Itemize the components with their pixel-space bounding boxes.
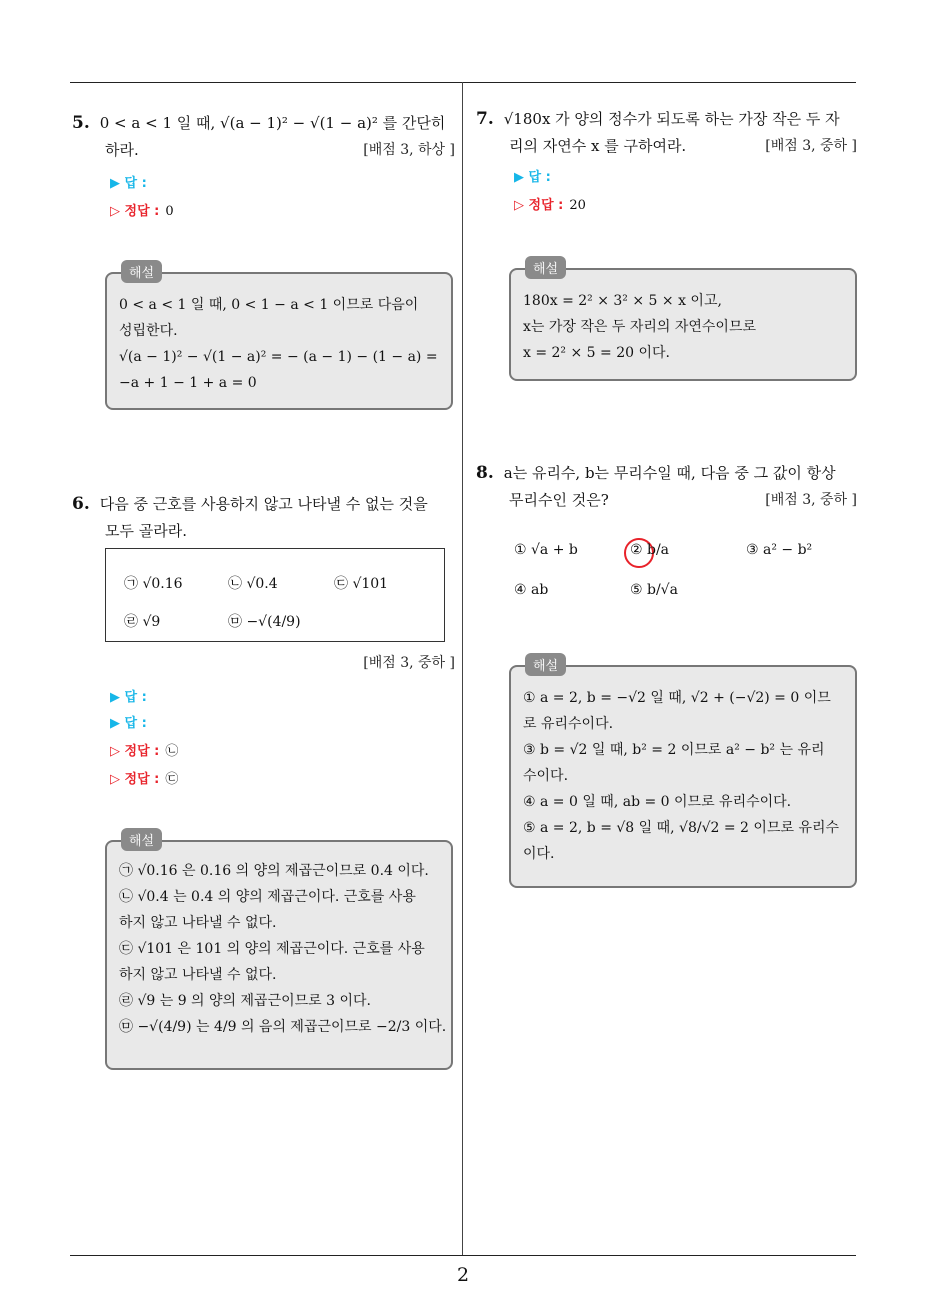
- question-8: [476, 460, 857, 514]
- correct-answer: ▷ 정답 : ㉢: [110, 772, 179, 787]
- question-number: 6.: [72, 494, 90, 514]
- solution-box: 해설 ① a = 2, b = −√2 일 때, √2 + (−√2) = 0 이므 로 유리수이다. ③ b = √2 일 때, b² = 2 이므로 a² − b² 는 유리 수이다. ④ a = 0 일 때, ab = 0 이므로 유리수이다. ⑤ a = 2, b = √8 일 때, √8/√2 = 2 이므로 유리수 이다.: [509, 665, 857, 888]
- question-text: 하라.: [105, 141, 139, 159]
- question-number: 7.: [476, 109, 494, 129]
- answer-line: ▶ 답 :: [110, 176, 147, 191]
- answer-line: ▶ 답 :: [110, 716, 147, 731]
- choice-4: ④ ab: [514, 582, 549, 598]
- answer-line: ▶ 답 :: [514, 170, 551, 185]
- answer-line: ▶ 답 :: [110, 690, 147, 705]
- choice-3: ③ a² − b²: [746, 542, 813, 558]
- choices-box: [105, 548, 445, 642]
- points-label: [배점 3, 중하 ]: [765, 492, 857, 508]
- choice-2: ② b/a: [630, 542, 670, 558]
- question-text: √180x 가 양의 정수가 되도록 하는 가장 작은 두 자: [503, 110, 840, 128]
- question-text: 다음 중 근호를 사용하지 않고 나타낼 수 없는 것을: [99, 495, 428, 513]
- solution-tag: 해설: [121, 260, 162, 283]
- solution-tag: 해설: [525, 256, 566, 279]
- solution-box: 해설 180x = 2² × 3² × 5 × x 이고, x는 가장 작은 두 자리의 자연수이므로 x = 2² × 5 = 20 이다.: [509, 268, 857, 381]
- choice-5: ㉤ −√(4/9): [228, 614, 301, 630]
- choice-2: ㉡ √0.4: [228, 576, 278, 592]
- choice-3: ㉢ √101: [334, 576, 389, 592]
- question-7: [476, 106, 857, 160]
- correct-answer: ▷ 정답 : ㉡: [110, 744, 179, 759]
- points-label: [배점 3, 중하 ]: [363, 655, 455, 671]
- question-text: 모두 골라라.: [105, 522, 187, 540]
- correct-answer: ▷ 정답 : 0: [110, 204, 174, 219]
- choice-4: ㉣ √9: [124, 614, 161, 630]
- points-label: [배점 3, 중하 ]: [765, 138, 857, 154]
- question-5: [72, 110, 455, 164]
- page-number: 2: [456, 1264, 470, 1286]
- question-text: 무리수인 것은?: [509, 491, 609, 509]
- question-text: 0 < a < 1 일 때, √(a − 1)² − √(1 − a)² 를 간단히: [99, 114, 446, 132]
- solution-box: 해설 ㉠ √0.16 은 0.16 의 양의 제곱근이므로 0.4 이다. ㉡ √0.4 는 0.4 의 양의 제곱근이다. 근호를 사용 하지 않고 나타낼 수 없다. ㉢ √101 은 101 의 양의 제곱근이다. 근호를 사용 하지 않고 나타낼 수 없다. ㉣ √9 는 9 의 양의 제곱근이므로 3 이다. ㉤ −√(4/9) 는 4/9 의 음의 제곱근이므로 −2/3 이다.: [105, 840, 453, 1070]
- question-6: [72, 491, 455, 545]
- choice-1: ① √a + b: [514, 542, 578, 558]
- solution-tag: 해설: [525, 653, 566, 676]
- top-rule: [70, 82, 856, 83]
- question-number: 8.: [476, 463, 494, 483]
- question-text: 리의 자연수 x 를 구하여라.: [509, 137, 687, 155]
- question-text: a는 유리수, b는 무리수일 때, 다음 중 그 값이 항상: [503, 464, 836, 482]
- question-number: 5.: [72, 113, 90, 133]
- correct-answer: ▷ 정답 : 20: [514, 198, 586, 213]
- bottom-rule: [70, 1255, 856, 1256]
- points-label: [배점 3, 하상 ]: [363, 142, 455, 158]
- choice-5: ⑤ b/√a: [630, 582, 678, 598]
- column-divider: [462, 82, 463, 1255]
- choice-1: ㉠ √0.16: [124, 576, 183, 592]
- solution-tag: 해설: [121, 828, 162, 851]
- solution-box: 해설 0 < a < 1 일 때, 0 < 1 − a < 1 이므로 다음이 성립한다. √(a − 1)² − √(1 − a)² = − (a − 1) − (1 − a) = −a + 1 − 1 + a = 0: [105, 272, 453, 410]
